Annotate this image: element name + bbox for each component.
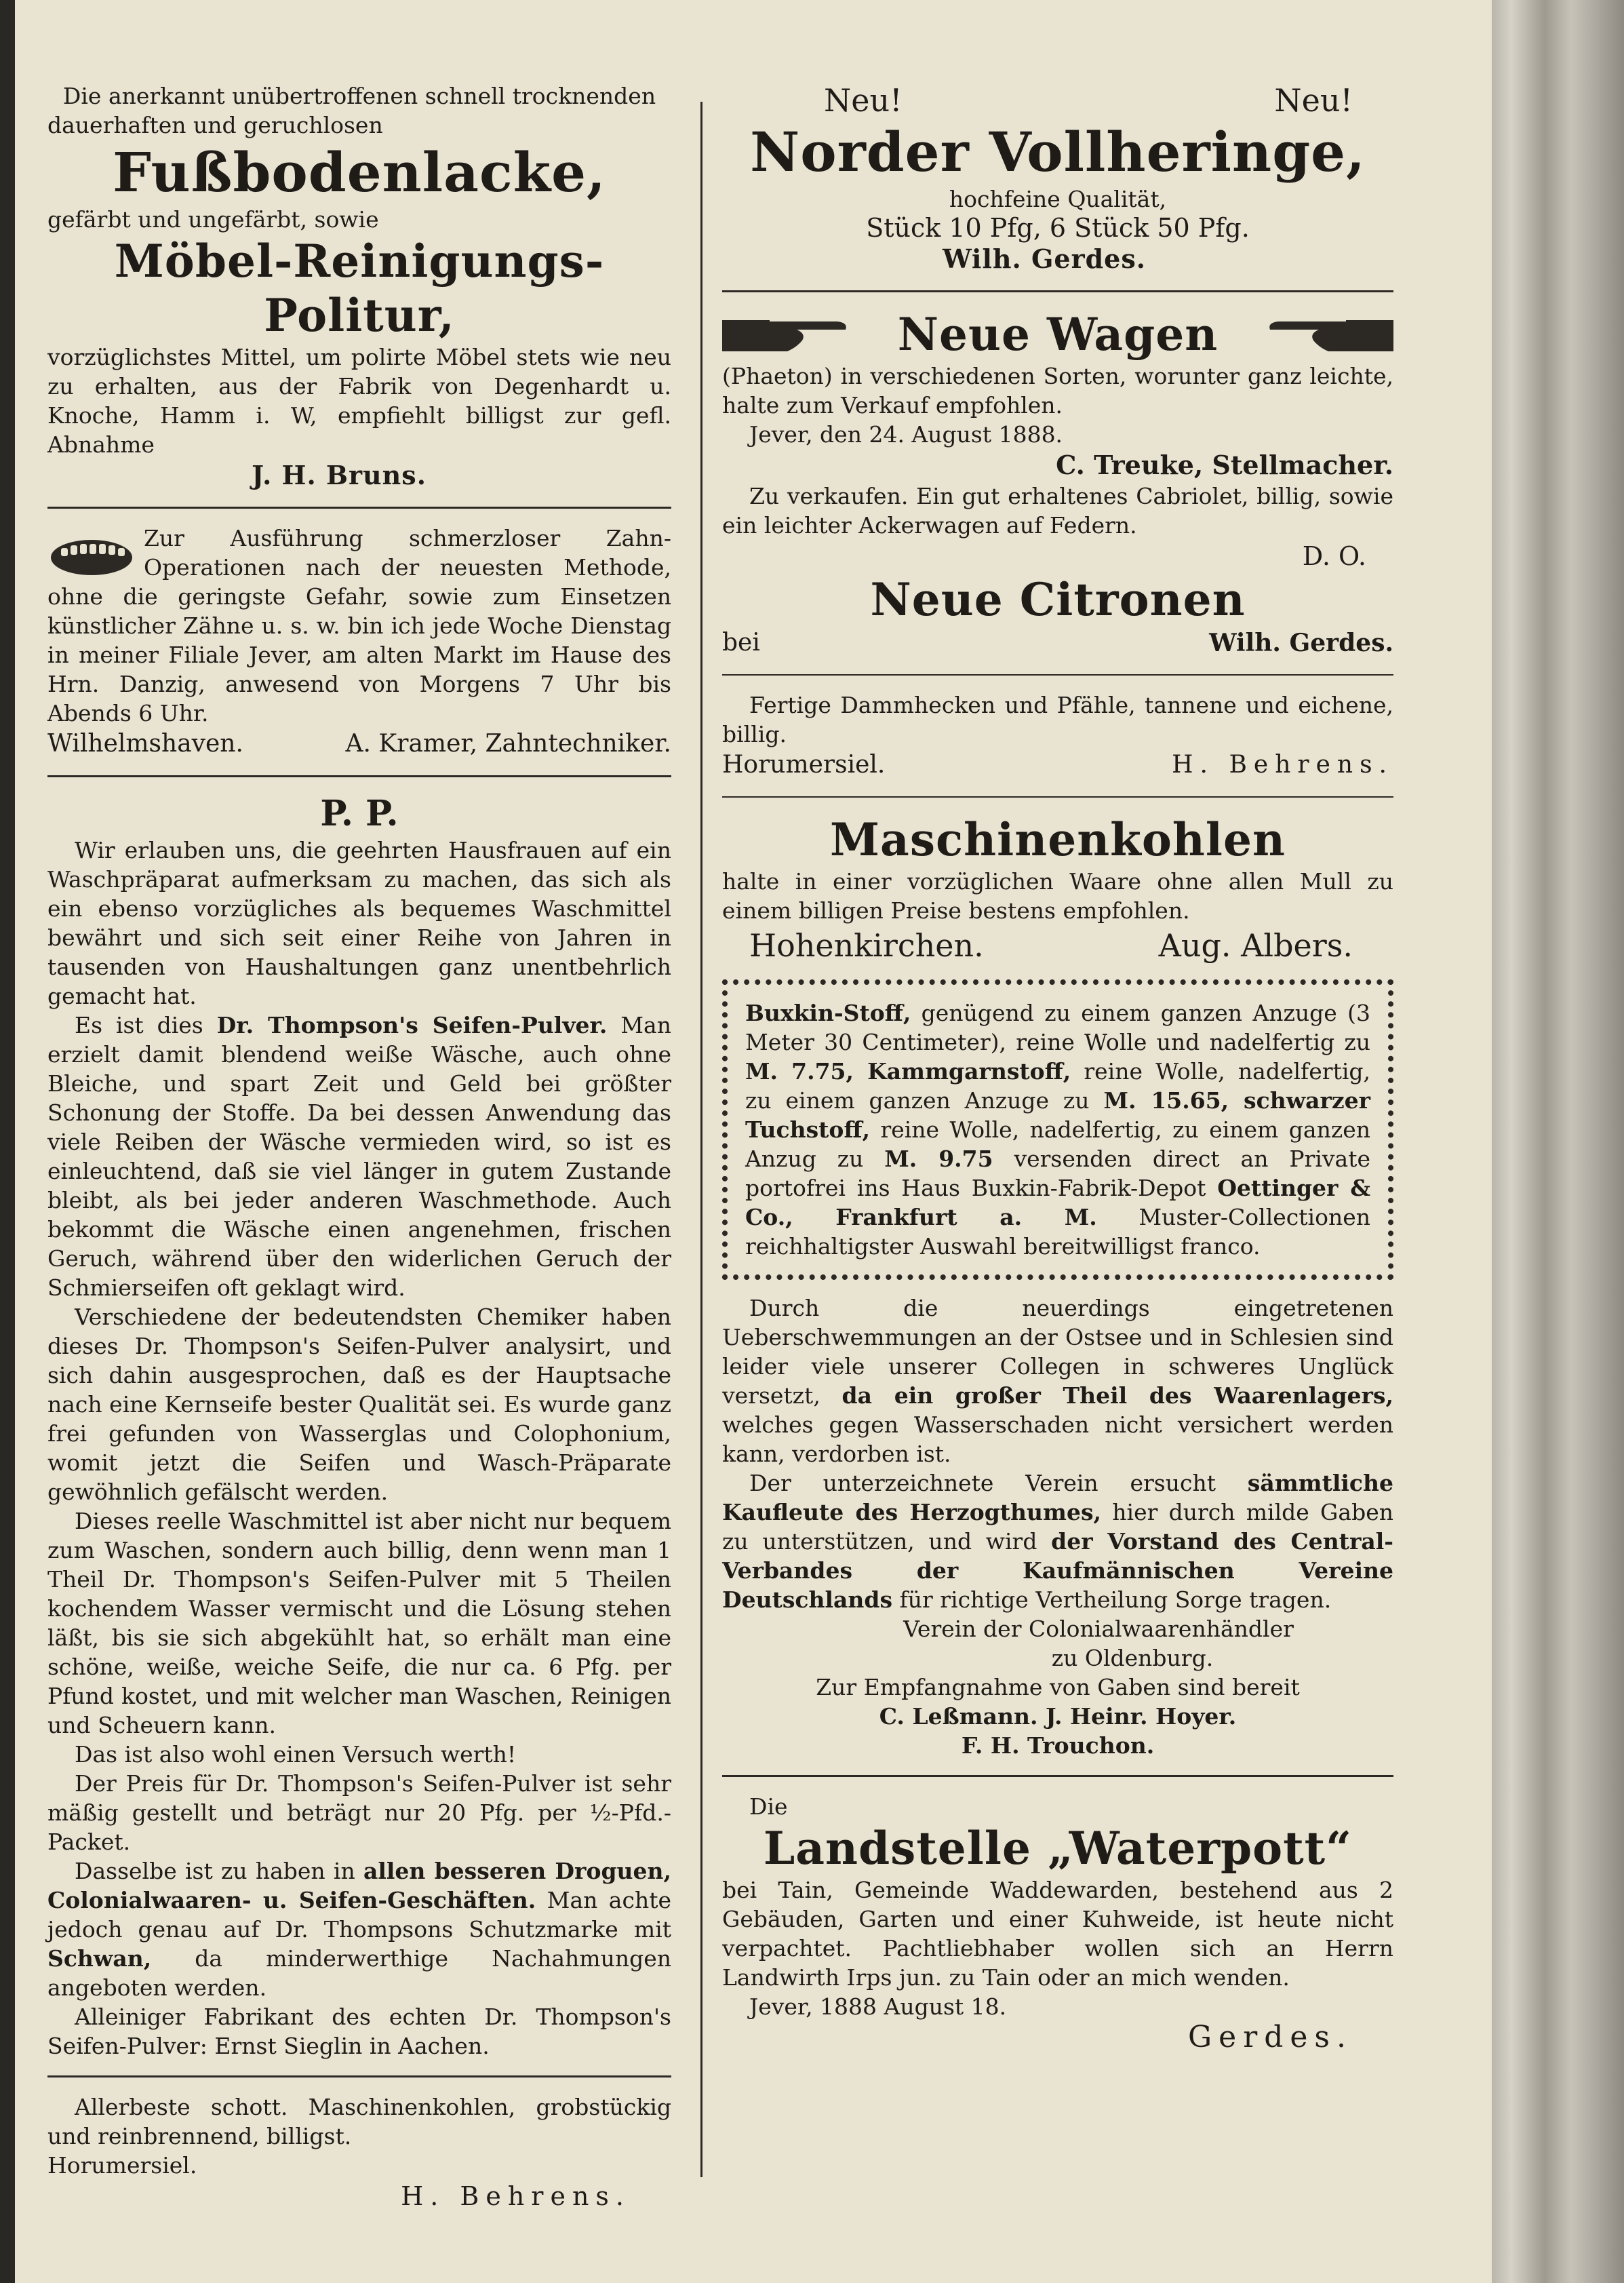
ad-headline: Möbel-Reinigungs-Politur, bbox=[114, 235, 605, 342]
ad-bei: bei bbox=[722, 629, 760, 657]
ad-signature: Wilh. Gerdes. bbox=[943, 243, 1146, 274]
ad-separator bbox=[722, 674, 1393, 676]
ad-signature: D. O. bbox=[1302, 541, 1366, 571]
text-run: hier durch milde Gaben zu unterstützen, und wird bbox=[722, 1499, 1393, 1555]
emphasis: Oettinger & Co., Frankfurt a. M. bbox=[745, 1175, 1370, 1230]
emphasis: Schwan, bbox=[47, 1945, 152, 1972]
ad-body: bei Tain, Gemeinde Waddewarden, bestehend aus 2 Gebäuden, Garten und einer Kuhweide, ist heute nicht verpachtet. Pachtliebhaber wollen sich an Herrn Landwirth Irps jun. zu Tain oder an mich wenden. bbox=[722, 1877, 1393, 1991]
ad-headline: Fußbodenlacke, bbox=[113, 140, 606, 204]
text-run: da minderwerthige Nachahmungen angeboten werden. bbox=[47, 1945, 671, 2001]
ad-headline: Maschinenkohlen bbox=[830, 813, 1286, 866]
ad-separator bbox=[722, 1775, 1393, 1777]
ad-names: C. Leßmann. J. Heinr. Hoyer. bbox=[879, 1703, 1237, 1730]
emphasis: M. 15.65, schwarzer Tuchstoff, bbox=[745, 1087, 1370, 1143]
ad-paragraph bbox=[47, 1011, 671, 1302]
ad-intro-line: dauerhaften und geruchlosen bbox=[47, 112, 383, 138]
emphasis: sämmtliche Kaufleute des Herzogthumes, bbox=[722, 1470, 1393, 1525]
ad-place: Horumersiel. bbox=[722, 751, 886, 779]
ad-maschinenkohlen bbox=[722, 813, 1393, 966]
ad-paragraph: Der Preis für Dr. Thompson's Seifen-Pulver ist sehr mäßig gestellt und beträgt nur 20 Pfg. per ½-Pfd.-Packet. bbox=[47, 1770, 671, 1855]
ad-names: F. H. Trouchon. bbox=[961, 1732, 1155, 1759]
text-run: Dasselbe ist zu haben in bbox=[75, 1858, 363, 1884]
ad-paragraph: Wir erlauben uns, die geehrten Hausfrauen auf ein Waschpräparat aufmerksam zu machen, das sich als ein ebenso vorzügliches als bequemes Waschmittel bewährt und sich seit einer Reihe von Jahren in tausenden von Haushaltungen ganz unentbehrlich gemacht hat. bbox=[47, 837, 671, 1009]
ad-place: Hohenkirchen. bbox=[749, 927, 984, 964]
ad-signature: C. Treuke, Stellmacher. bbox=[1056, 450, 1393, 480]
ad-signature: Wilh. Gerdes. bbox=[1209, 629, 1393, 657]
ad-body: Zu verkaufen. Ein gut erhaltenes Cabriolet, billig, sowie ein leichter Ackerwagen auf Federn. bbox=[722, 483, 1393, 539]
ad-vollheringe bbox=[722, 81, 1393, 275]
ad-body bbox=[745, 998, 1370, 1261]
ad-paragraph: Das ist also wohl einen Versuch werth! bbox=[75, 1741, 517, 1768]
ad-spendenaufruf bbox=[722, 1293, 1393, 1760]
ad-date: Jever, den 24. August 1888. bbox=[749, 421, 1063, 448]
text-run: für richtige Vertheilung Sorge tragen. bbox=[892, 1586, 1332, 1613]
emphasis: da ein großer Theil des Waarenlagers, bbox=[841, 1382, 1394, 1409]
ad-body: halte in einer vorzüglichen Waare ohne allen Mull zu einem billigen Preise bestens empfohlen. bbox=[722, 868, 1393, 924]
ad-signature: H. Behrens. bbox=[401, 2181, 631, 2211]
emphasis: M. 7.75, Kammgarnstoff, bbox=[745, 1058, 1071, 1085]
ad-body: (Phaeton) in verschiedenen Sorten, worunter ganz leichte, halte zum Verkauf empfohlen. bbox=[722, 363, 1393, 418]
text-run: genügend zu einem ganzen Anzuge (3 Meter 30 Centimeter), reine Wolle und nadelfertig zu bbox=[745, 1000, 1370, 1055]
text-run: welches gegen Wasserschaden nicht versichert werden kann, verdorben ist. bbox=[722, 1411, 1393, 1467]
ad-headline: Landstelle „Waterpott“ bbox=[763, 1822, 1353, 1875]
ad-signature: Aug. Albers. bbox=[1158, 927, 1353, 964]
ad-signature: A. Kramer, Zahntechniker. bbox=[345, 730, 671, 758]
column-divider bbox=[700, 102, 702, 2177]
text-run: Man erzielt damit blendend weiße Wäsche, auch ohne Bleiche, und spart Zeit und Geld bei größter Schonung der Stoffe. Da bei dessen Anwendung das viele Reiben der Wäsche vermieden wird, so ist es einleuchtend, daß sie viel länger in gutem Zustande bleibt, als bei jeder anderen Waschmethode. Auch bekommt die Wäsche einen angenehmen, frischen Geruch, während über den widerlichen Geruch der Schmierseifen oft geklagt wird. bbox=[47, 1012, 671, 1301]
ad-neue-citronen bbox=[722, 572, 1393, 659]
denture-icon bbox=[47, 530, 136, 578]
ad-neu-label: Neu! bbox=[824, 82, 903, 119]
ad-fussbodenlacke bbox=[47, 81, 671, 492]
ad-zahnarzt bbox=[47, 524, 671, 760]
text-run: reine Wolle, nadelfertig, zu einem ganzen Anzug zu bbox=[745, 1116, 1370, 1172]
ad-body: Fertige Dammhecken und Pfähle, tannene und eichene, billig. bbox=[722, 692, 1393, 747]
ad-neu-label: Neu! bbox=[1274, 82, 1353, 119]
ad-paragraph: Verschiedene der bedeutendsten Chemiker haben dieses Dr. Thompson's Seifen-Pulver analysirt, und sich dahin ausgesprochen, daß es der Hauptsache nach eine Kernseife bester Qualität sei. Es wurde ganz frei gefunden von Wasserglas und Colophonium, womit jetzt die Seifen und Wasch-Präparate gewöhnlich gefälscht werden. bbox=[47, 1304, 671, 1505]
ad-headline: Neue Wagen bbox=[897, 308, 1219, 361]
ad-buxkin-stoff-frame bbox=[722, 979, 1393, 1280]
ad-body: vorzüglichstes Mittel, um polirte Möbel stets wie neu zu erhalten, aus der Fabrik von Degenhardt u. Knoche, Hamm i. W, empfiehlt billigst zur gefl. Abnahme bbox=[47, 344, 671, 458]
ad-note: Zur Empfangnahme von Gaben sind bereit bbox=[816, 1674, 1300, 1700]
text-run: Muster-Collectionen reichhaltigster Auswahl bereitwilligst franco. bbox=[745, 1204, 1370, 1260]
ad-headline: Neue Citronen bbox=[870, 573, 1246, 626]
ad-separator bbox=[722, 796, 1393, 798]
ad-separator bbox=[47, 507, 671, 509]
ad-signature: J. H. Bruns. bbox=[252, 460, 427, 490]
page-stack-edge bbox=[1492, 0, 1624, 2283]
ad-headline: Norder Vollheringe, bbox=[750, 120, 1366, 184]
text-run: reine Wolle, nadelfertig, zu einem ganzen Anzuge zu bbox=[745, 1058, 1370, 1114]
right-column bbox=[722, 81, 1393, 2054]
ad-landstelle-waterpott bbox=[722, 1792, 1393, 2054]
ad-signature: H. Behrens. bbox=[1172, 751, 1393, 779]
ad-separator bbox=[47, 775, 671, 777]
text-run: Man achte jedoch genau auf Dr. Thompsons Schutzmarke mit bbox=[47, 1887, 671, 1943]
ad-date: Jever, 1888 August 18. bbox=[749, 1993, 1007, 2020]
ad-separator bbox=[47, 2075, 671, 2077]
emphasis: Buxkin-Stoff, bbox=[745, 1000, 911, 1026]
left-column bbox=[47, 81, 671, 2212]
ad-thompson-seifenpulver bbox=[47, 792, 671, 2061]
ad-paragraph bbox=[722, 1468, 1393, 1614]
ad-behrens-kohlen bbox=[47, 2092, 671, 2212]
ad-subline: gefärbt und ungefärbt, sowie bbox=[47, 206, 379, 233]
ad-dammhecken bbox=[722, 690, 1393, 781]
ad-paragraph bbox=[722, 1293, 1393, 1468]
ad-sender: Verein der Colonialwaarenhändler bbox=[903, 1616, 1294, 1642]
ad-paragraph: Dieses reelle Waschmittel ist aber nicht nur bequem zum Waschen, sondern auch billig, denn wenn man 1 Theil Dr. Thompson's Seifen-Pulver mit 5 Theilen kochendem Wasser vermischt und die Lösung stehen läßt, bis sie sich abgekühlt hat, so erhält man eine schöne, weiße, weiche Seife, die nur ca. 6 Pfg. per Pfund kostet, und mit welcher man Waschen, Reinigen und Scheuern kann. bbox=[47, 1508, 671, 1738]
emphasis: allen besseren Droguen, Colonialwaaren- u. Seifen-Geschäften. bbox=[47, 1858, 671, 1913]
ad-paragraph: Alleiniger Fabrikant des echten Dr. Thompson's Seifen-Pulver: Ernst Sieglin in Aachen. bbox=[47, 2004, 671, 2059]
ad-signature: Gerdes. bbox=[1188, 2020, 1353, 2054]
ad-paragraph bbox=[47, 1856, 671, 2002]
product-name: Dr. Thompson's Seifen-Pulver. bbox=[216, 1012, 608, 1038]
emphasis: der Vorstand des Central-Verbandes der Kaufmännischen Vereine Deutschlands bbox=[722, 1528, 1393, 1613]
ad-heading: P. P. bbox=[320, 793, 399, 834]
pointing-hand-right-icon bbox=[722, 311, 851, 358]
text-run: Der unterzeichnete Verein ersucht bbox=[749, 1470, 1248, 1496]
ad-sender: zu Oldenburg. bbox=[1051, 1645, 1214, 1671]
page-binding-edge bbox=[0, 0, 15, 2283]
ad-intro-line: Die anerkannt unübertroffenen schnell trocknenden bbox=[62, 83, 656, 109]
ad-separator bbox=[722, 290, 1393, 292]
ad-die: Die bbox=[749, 1793, 788, 1820]
ad-place: Horumersiel. bbox=[47, 2152, 197, 2179]
ad-subline: hochfeine Qualität, bbox=[949, 186, 1167, 212]
emphasis: M. 9.75 bbox=[884, 1146, 993, 1172]
ad-price: Stück 10 Pfg, 6 Stück 50 Pfg. bbox=[866, 213, 1250, 243]
text-run: Durch die neuerdings eingetretenen Ueberschwemmungen an der Ostsee und in Schlesien sind leider viele unserer Collegen in schweres Unglück versetzt, bbox=[722, 1295, 1393, 1409]
ad-body: Allerbeste schott. Maschinenkohlen, grobstückig und reinbrennend, billigst. bbox=[47, 2094, 671, 2149]
ad-neue-wagen bbox=[722, 307, 1393, 482]
text-run: versenden direct an Private portofrei ins Haus Buxkin-Fabrik-Depot bbox=[745, 1146, 1370, 1201]
pointing-hand-left-icon bbox=[1265, 311, 1393, 358]
ad-body: Zur Ausführung schmerzloser Zahn-Operationen nach der neuesten Methode, ohne die geringste Gefahr, sowie zum Einsetzen künstlicher Zähne u. s. w. bin ich jede Woche Dienstag in meiner Filiale Jever, am alten Markt im Hause des Hrn. Danzig, anwesend von Morgens 7 Uhr bis Abends 6 Uhr. bbox=[47, 525, 671, 726]
ad-cabriolet bbox=[722, 482, 1393, 572]
text-run: Es ist dies bbox=[75, 1012, 217, 1038]
ad-place: Wilhelmshaven. bbox=[47, 730, 243, 758]
